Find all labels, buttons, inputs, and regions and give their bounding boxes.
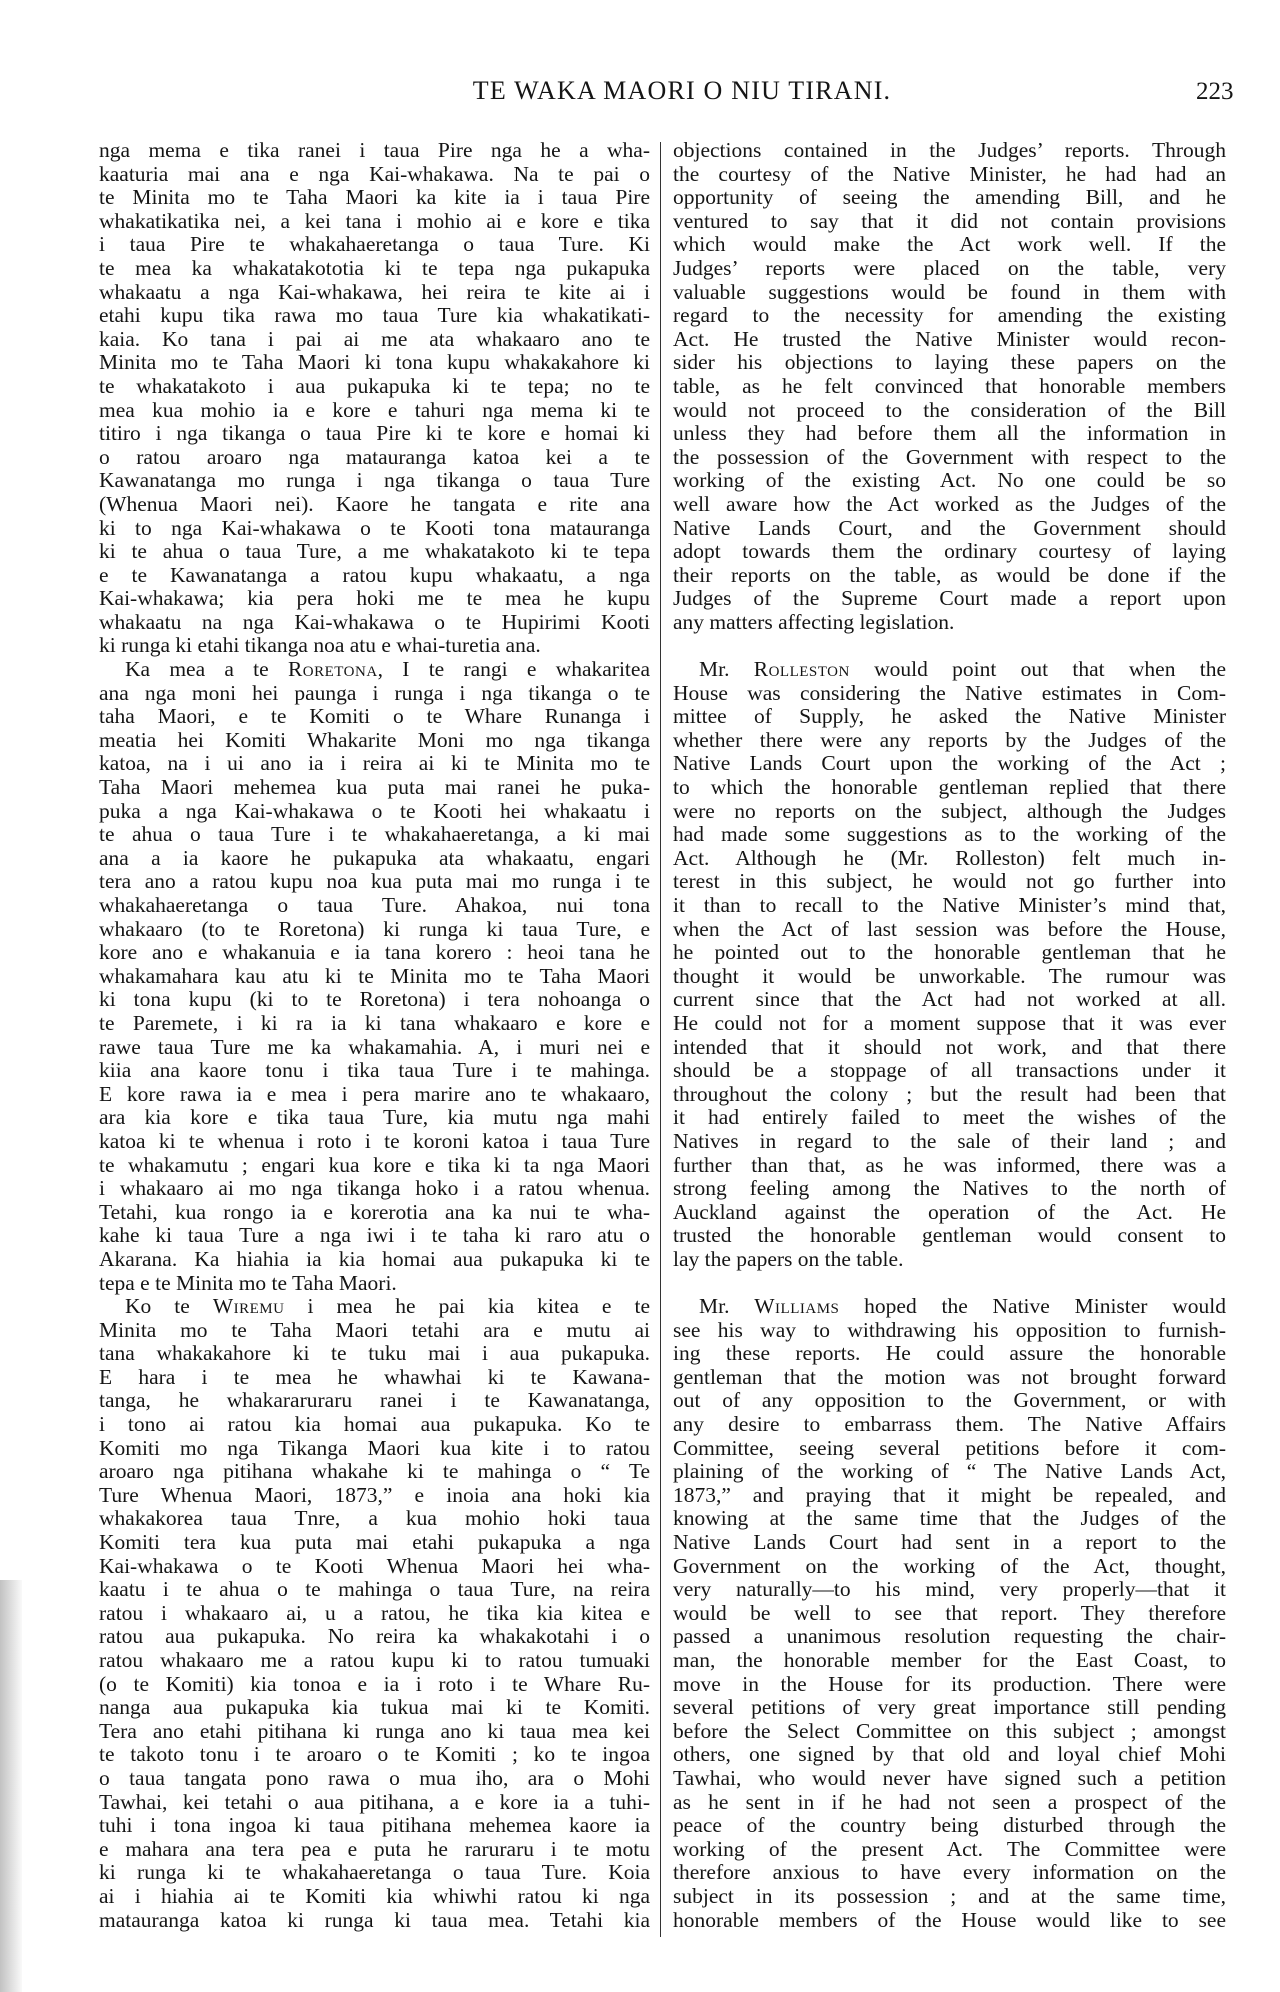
text-line: well aware how the Act worked as the Judges of the — [673, 491, 1226, 516]
text-line: adopt towards them the ordinary courtesy of laying — [673, 539, 1226, 564]
text-line: nanga aua pukapuka kia tukua mai ki te Komiti. — [99, 1695, 650, 1720]
text-line: tana whakakahore ki te tuku mai i aua pukapuka. — [99, 1341, 650, 1366]
speaker-name: Roretona — [287, 657, 378, 682]
text-line: katoa ki te whenua i roto i te koroni katoa i taua Ture — [99, 1128, 650, 1153]
text-line — [99, 658, 650, 682]
text-line: ai i hiahia ai te Komiti kia whiwhi ratou ki nga — [99, 1883, 650, 1908]
text-line: several petitions of very great importance still pending — [673, 1695, 1226, 1720]
text-line: kore ano e whakanuia e ia tana korero : heoi tana he — [99, 940, 650, 965]
text-line: e te Kawanatanga a ratou kupu whakaatu, a nga — [99, 562, 650, 587]
text-line: others, one signed by that old and loyal chief Mohi — [673, 1742, 1226, 1767]
text-line: ara kia kore e tika taua Ture, kia mutu nga mahi — [99, 1105, 650, 1130]
text-line: working of the present Act. The Committee were — [673, 1836, 1226, 1861]
text-line: whether there were any reports by the Judges of the — [673, 727, 1226, 752]
text-line: Tawhai, kei tetahi o aua pitihana, a e kore ia a tuhi- — [99, 1789, 650, 1814]
text-line: i taua Pire te whakahaeretanga o taua Ture. Ki — [99, 232, 650, 257]
line-segment: i mea he pai kia kitea e te — [284, 1294, 651, 1319]
text-line: titiro i nga tikanga o taua Pire ki te kore e homai ki — [99, 421, 650, 446]
text-line: Kawanatanga mo runga i nga tikanga o taua Ture — [99, 468, 650, 493]
text-line: Tawhai, who would never have signed such a petition — [673, 1765, 1226, 1790]
text-line: ing these reports. He could assure the honorable — [673, 1341, 1226, 1366]
speaker-name: Wiremu — [212, 1294, 285, 1319]
text-line: te whakamutu ; engari kua kore e tika ki ta nga Maori — [99, 1152, 650, 1177]
text-line: (Whenua Maori nei). Kaore he tangata e rite ana — [99, 491, 650, 516]
text-line: passed a unanimous resolution requesting the chair- — [673, 1624, 1226, 1649]
paragraph — [99, 658, 650, 1295]
text-line: He could not for a moment suppose that it was ever — [673, 1010, 1226, 1035]
line-segment: , I te rangi e whakaritea — [377, 657, 650, 682]
text-line: rawe taua Ture me ka whakamahia. A, i muri nei e — [99, 1034, 650, 1059]
text-line: knowing at the same time that the Judges of the — [673, 1506, 1226, 1531]
text-line: etahi kupu tika rawa mo taua Ture kia whakatikati- — [99, 303, 650, 328]
text-line: any matters affecting legislation. — [673, 609, 955, 634]
text-line: when the Act of last session was before the House, — [673, 916, 1226, 941]
text-line: thought it would be unworkable. The rumour was — [673, 963, 1226, 988]
text-line: ki tona kupu (ki to te Roretona) i tera nohoanga o — [99, 987, 650, 1012]
text-line: it had entirely failed to meet the wishes of the — [673, 1105, 1226, 1130]
text-line: regard to the necessity for amending the existing — [673, 303, 1226, 328]
text-line: before the Select Committee on this subject ; amongst — [673, 1718, 1226, 1743]
line-segment: Ka mea a te — [125, 657, 288, 682]
text-line: whakakorea taua Tnre, a kua mohio hoki taua — [99, 1506, 650, 1531]
text-line — [99, 1295, 650, 1319]
speaker-name: Williams — [754, 1294, 840, 1319]
text-line: nga mema e tika ranei i taua Pire nga he a wha- — [99, 138, 650, 162]
text-line: valuable suggestions would be found in them with — [673, 279, 1226, 304]
text-line: strong feeling among the Natives to the north of — [673, 1176, 1226, 1201]
text-line: Native Lands Court had sent in a report to the — [673, 1530, 1226, 1555]
text-line: Komiti mo nga Tikanga Maori kua kite i to ratou — [99, 1435, 650, 1460]
text-line: honorable members of the House would like to see — [673, 1907, 1226, 1932]
text-line: would be well to see that report. They therefore — [673, 1600, 1226, 1625]
speaker-name: Rolleston — [753, 657, 850, 682]
text-line: Auckland against the operation of the Act. He — [673, 1199, 1226, 1224]
left-column — [99, 139, 650, 1932]
paragraph — [673, 1295, 1226, 1932]
text-line: Komiti tera kua puta mai etahi pukapuka a nga — [99, 1530, 650, 1555]
text-line: tepa e te Minita mo te Taha Maori. — [99, 1270, 397, 1295]
text-line: e mahara ana tera pea e puta he raruraru i te motu — [99, 1836, 650, 1861]
text-line: kiia ana kaore tonu i tika taua Ture i te mahinga. — [99, 1058, 650, 1083]
text-line: i whakaaro ai mo nga tikanga hoko i a ratou whenua. — [99, 1176, 650, 1201]
text-line: ventured to say that it did not contain provisions — [673, 208, 1226, 233]
text-line: katoa, na i ui ano ia i reira ai ki te Minita mo te — [99, 751, 650, 776]
text-line: Judges of the Supreme Court made a report upon — [673, 586, 1226, 611]
text-line: out of any opposition to the Government, or with — [673, 1388, 1226, 1413]
text-line: Tera ano etahi pitihana ki runga ano ki taua mea kei — [99, 1718, 650, 1743]
text-line: ratou i whakaaro ai, u a ratou, he tika kia kitea e — [99, 1600, 650, 1625]
text-line: tuhi i tona ingoa ki taua pitihana mehemea kaore ia — [99, 1813, 650, 1838]
text-line: Minita mo te Taha Maori ki tona kupu whakakahore ki — [99, 350, 650, 375]
text-line: ratou aua pukapuka. No reira ka whakakotahi i o — [99, 1624, 650, 1649]
text-line: E kore rawa ia e mea i pera marire ano te whakaaro, — [99, 1081, 650, 1106]
text-line: tanga, he whakararuraru ranei i te Kawanatanga, — [99, 1388, 650, 1413]
text-line: their reports on the table, as would be done if the — [673, 562, 1226, 587]
right-column — [673, 139, 1226, 1932]
text-line: had made some suggestions as to the working of the — [673, 822, 1226, 847]
text-line: whakatikatika nei, a kei tana i mohio ai e kore e tika — [99, 208, 650, 233]
text-line: whakamahara kau atu ki te Minita mo te Taha Maori — [99, 963, 650, 988]
text-line: Government on the working of the Act, thought, — [673, 1553, 1226, 1578]
text-line: 1873,” and praying that it might be repealed, and — [673, 1482, 1226, 1507]
text-line: table, as he felt convinced that honorable members — [673, 373, 1226, 398]
text-line: Kai-whakawa o te Kooti Whenua Maori hei wha- — [99, 1553, 650, 1578]
text-line — [673, 658, 1226, 682]
text-line: man, the honorable member for the East Coast, to — [673, 1648, 1226, 1672]
text-line: plaining of the working of “ The Native Lands Act, — [673, 1459, 1226, 1484]
text-line: as he sent in if he had not seen a prospect of the — [673, 1789, 1226, 1814]
line-segment: Ko te — [125, 1294, 213, 1319]
text-line: i tono ai ratou kia homai aua pukapuka. Ko te — [99, 1412, 650, 1437]
text-line: whakahaeretanga o taua Ture. Ahakoa, nui tona — [99, 893, 650, 917]
text-line: Tetahi, kua rongo ia e korerotia ana ka nui te wha- — [99, 1199, 650, 1224]
text-line: any desire to embarrass them. The Native Affairs — [673, 1412, 1226, 1437]
text-line: kaatu i te ahua o te mahinga o taua Ture, na reira — [99, 1577, 650, 1602]
text-line: sider his objections to laying these papers on the — [673, 350, 1226, 375]
text-line: Minita mo te Taha Maori tetahi ara e mutu ai — [99, 1317, 650, 1342]
text-line: whakaatu a nga Kai-whakawa, hei reira te kite ai i — [99, 279, 650, 304]
text-line: te whakatakoto i aua pukapuka ki te tepa; no te — [99, 373, 650, 398]
text-line: ki te ahua o taua Ture, a me whakatakoto ki te tepa — [99, 539, 650, 564]
text-line: the courtesy of the Native Minister, he had had an — [673, 161, 1226, 186]
text-line: current since that the Act had not worked at all. — [673, 987, 1226, 1012]
text-line: Native Lands Court, and the Government should — [673, 515, 1226, 540]
text-line: terest in this subject, he would not go further into — [673, 869, 1226, 894]
text-line: throughout the colony ; but the result had been that — [673, 1081, 1226, 1106]
text-line: kaia. Ko tana i pai ai me ata whakaaro ano te — [99, 326, 650, 351]
text-line: mittee of Supply, he asked the Native Minister — [673, 704, 1226, 729]
line-segment: Mr. — [699, 657, 754, 682]
text-line: te mea ka whakatakototia ki te tepa nga pukapuka — [99, 255, 650, 280]
text-line: kaaturia mai ana e nga Kai-whakawa. Na te pai o — [99, 161, 650, 186]
text-line: subject in its possession ; and at the same time, — [673, 1883, 1226, 1908]
text-line: E hara i te mea he whawhai ki te Kawana- — [99, 1364, 650, 1389]
text-line: puka a nga Kai-whakawa o te Kooti hei whakaatu i — [99, 798, 650, 823]
text-line: see his way to withdrawing his opposition to furnish- — [673, 1317, 1226, 1342]
text-line: gentleman that the motion was not brought forward — [673, 1364, 1226, 1389]
text-line: te takoto tonu i te aroaro o te Komiti ; ko te ingoa — [99, 1742, 650, 1767]
text-line — [673, 1295, 1226, 1319]
page-number: 223 — [1196, 78, 1234, 105]
text-line: unless they had before them all the information in — [673, 421, 1226, 446]
text-line: should be a stoppage of all transactions under it — [673, 1058, 1226, 1083]
text-line: objections contained in the Judges’ reports. Through — [673, 138, 1226, 162]
text-line: te Paremete, i ki ra ia ki tana whakaaro e kore e — [99, 1010, 650, 1035]
text-line: further than that, as he was informed, there was a — [673, 1152, 1226, 1177]
text-line: the possession of the Government with respect to the — [673, 444, 1226, 469]
text-line: o ratou aroaro nga matauranga katoa kei a te — [99, 444, 650, 469]
text-line: aroaro nga pitihana whakahe ki te mahinga o “ Te — [99, 1459, 650, 1484]
text-line: ki runga ki etahi tikanga noa atu e whai-turetia ana. — [99, 633, 541, 658]
text-line: whakaaro (to te Roretona) ki runga ki taua Ture, e — [99, 916, 650, 941]
text-line: ana a ia kaore he pukapuka ata whakaatu, engari — [99, 845, 650, 870]
line-segment: hoped the Native Minister would — [839, 1294, 1226, 1319]
text-line: trusted the honorable gentleman would consent to — [673, 1223, 1226, 1248]
paragraph — [673, 139, 1226, 634]
text-line: ki runga ki te whakahaeretanga o taua Ture. Koia — [99, 1860, 650, 1885]
text-line: o taua tangata pono rawa o mua iho, ara o Mohi — [99, 1765, 650, 1790]
text-line: kahe ki taua Ture a nga iwi i te taha ki raro atu o — [99, 1223, 650, 1248]
text-line: working of the existing Act. No one could be so — [673, 468, 1226, 493]
text-line: to which the honorable gentleman replied that there — [673, 775, 1226, 800]
text-line: intended that it should not work, and that there — [673, 1034, 1226, 1059]
text-line: House was considering the Native estimates in Com- — [673, 680, 1226, 705]
text-line: peace of the country being disturbed through the — [673, 1813, 1226, 1838]
text-line: Native Lands Court upon the working of the Act ; — [673, 751, 1226, 776]
text-line: Taha Maori mehemea kua puta mai ranei he puka- — [99, 775, 650, 800]
text-line: would not proceed to the consideration of the Bill — [673, 397, 1226, 422]
text-line: very naturally—to his mind, very properly—that it — [673, 1577, 1226, 1602]
text-line: (o te Komiti) kia tonoa e ia i roto i te Whare Ru- — [99, 1671, 650, 1696]
running-head-title: TE WAKA MAORI O NIU TIRANI. — [472, 76, 892, 105]
paragraph — [99, 1295, 650, 1932]
text-line: it than to recall to the Native Minister’s mind that, — [673, 893, 1226, 917]
text-line: te ahua o taua Ture i te whakahaeretanga, a ki mai — [99, 822, 650, 847]
text-line: taha Maori, e te Komiti o te Whare Runanga i — [99, 704, 650, 729]
text-line: lay the papers on the table. — [673, 1246, 904, 1271]
text-line: meatia hei Komiti Whakarite Moni mo nga tikanga — [99, 727, 650, 752]
text-line: Act. Although he (Mr. Rolleston) felt much in- — [673, 845, 1226, 870]
text-line: Act. He trusted the Native Minister would recon- — [673, 326, 1226, 351]
text-line: he pointed out to the honorable gentleman that he — [673, 940, 1226, 965]
scan-edge-shadow — [0, 1580, 22, 1992]
text-line: whakaatu na nga Kai-whakawa o te Hupirimi Kooti — [99, 609, 650, 634]
text-line: ana nga moni hei paunga i runga i nga tikanga o te — [99, 680, 650, 705]
text-line: Kai-whakawa; kia pera hoki me te mea he kupu — [99, 586, 650, 611]
text-line: were no reports on the subject, although the Judges — [673, 798, 1226, 823]
line-segment: would point out that when the — [849, 657, 1226, 682]
line-segment: Mr. — [699, 1294, 755, 1319]
text-line: Judges’ reports were placed on the table, very — [673, 255, 1226, 280]
text-line: Committee, seeing several petitions before it com- — [673, 1435, 1226, 1460]
paragraph — [673, 658, 1226, 1271]
text-line: Ture Whenua Maori, 1873,” e inoia ana hoki kia — [99, 1482, 650, 1507]
text-line: ratou whakaaro me a ratou kupu ki to ratou tumuaki — [99, 1648, 650, 1672]
text-line: opportunity of seeing the amending Bill, and he — [673, 185, 1226, 210]
text-line: move in the House for its production. There were — [673, 1671, 1226, 1696]
text-line: which would make the Act work well. If the — [673, 232, 1226, 257]
text-line: Natives in regard to the sale of their land ; and — [673, 1128, 1226, 1153]
text-line: ki to nga Kai-whakawa o te Kooti tona matauranga — [99, 515, 650, 540]
text-line: te Minita mo te Taha Maori ka kite ia i taua Pire — [99, 185, 650, 210]
text-line: therefore anxious to have every information on the — [673, 1860, 1226, 1885]
text-line: mea kua mohio ia e kore e tahuri nga mema ki te — [99, 397, 650, 422]
paragraph — [99, 139, 650, 658]
text-line: tera ano a ratou kupu noa kua puta mai mo runga i te — [99, 869, 650, 894]
column-rule — [660, 142, 661, 1937]
text-line: matauranga katoa ki runga ki taua mea. Tetahi kia — [99, 1907, 650, 1932]
text-line: Akarana. Ka hiahia ia kia homai aua pukapuka ki te — [99, 1246, 650, 1271]
